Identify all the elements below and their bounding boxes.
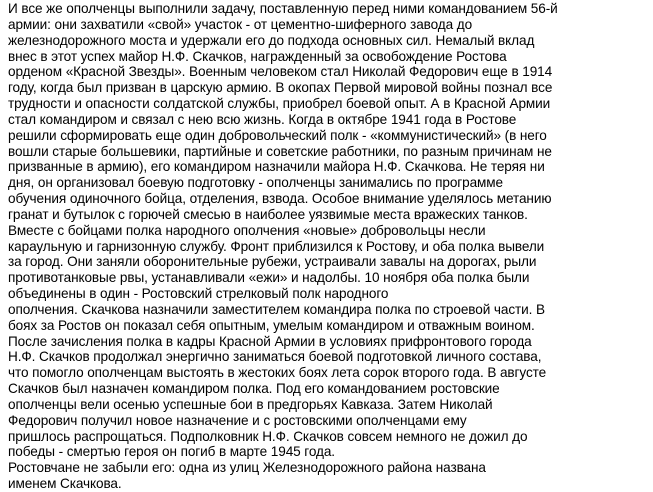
text-line: стал командиром и связал с нею всю жизнь. Когда в октябре 1941 года в Ростове — [8, 111, 517, 127]
text-line: железнодорожного моста и удержали его до подхода основных сил. Немалый вклад — [8, 32, 535, 48]
text-line: Н.Ф. Скачков продолжал энергично заниматься боевой подготовкой личного состава, — [8, 349, 542, 365]
text-line: Вместе с бойцами полка народного ополчения «новые» добровольцы несли — [8, 222, 486, 238]
text-line: Федорович получил новое назначение и с ростовскими ополченцами ему — [8, 412, 467, 428]
text-line: орденом «Красной Звезды». Военным человеком стал Николай Федорович еще в 1914 — [8, 64, 553, 80]
text-line: году, когда был призван в царскую армию. В окопах Первой мировой войны познал все — [8, 80, 553, 96]
text-line: гранат и бутылок с горючей смесью в наиболее уязвимые места вражеских танков. — [8, 206, 528, 222]
text-line: призванные в армию), его командиром назначили майора Н.Ф. Скачкова. Не теряя ни — [8, 159, 545, 175]
text-line: трудности и опасности солдатской службы, приобрел боевой опыт. А в Красной Армии — [8, 96, 551, 111]
text-line: за город. Они заняли оборонительные рубежи, устраивали завалы на дорогах, рыли — [8, 254, 537, 270]
text-line: противотанковые рвы, устанавливали «ежи» и надолбы. 10 ноября оба полка были — [8, 270, 530, 286]
text-line: победы - смертью героя он погиб в марте 1945 года. — [8, 444, 335, 460]
text-line: Скачков был назначен командиром полка. Под его командованием ростовские — [8, 381, 500, 396]
text-line: армии: они захватили «свой» участок - от цементно-шиферного завода до — [8, 16, 473, 32]
text-line: решили сформировать еще один добровольческий полк - «коммунистический» (в него — [8, 127, 547, 143]
text-line: именем Скачкова. — [8, 476, 122, 491]
text-line: вошли старые большевики, партийные и советские работники, по разным причинам не — [8, 143, 552, 159]
text-line: Ростовчане не забыли его: одна из улиц Железнодорожного района названа — [8, 460, 486, 476]
text-line: караульную и гарнизонную службу. Фронт приблизился к Ростову, и оба полка вывели — [8, 238, 545, 254]
text-line: боях за Ростов он показал себя опытным, умелым командиром и отважным воином. — [8, 317, 535, 333]
text-line: После зачисления полка в кадры Красной Армии в условиях прифронтового города — [8, 333, 532, 349]
text-line: внес в этот успех майор Н.Ф. Скачков, награжденный за освобождение Ростова — [8, 48, 507, 64]
text-line: обучения одиночного бойца, отделения, взвода. Особое внимание уделялось метанию — [8, 191, 552, 206]
text-line: пришлось распрощаться. Подполковник Н.Ф. Скачков совсем немного не дожил до — [8, 428, 528, 444]
text-line: дня, он организовал боевую подготовку - ополченцы занимались по программе — [8, 175, 504, 191]
text-line: ополчения. Скачкова назначили заместителем командира полка по строевой части. В — [8, 301, 545, 317]
text-line: ополченцы вели осенью успешные бои в предгорьях Кавказа. Затем Николай — [8, 396, 493, 412]
text-line: объединены в один - Ростовский стрелковый полк народного — [8, 286, 389, 301]
text-line: что помогло ополченцам выстоять в жестоких боях лета сорок второго года. В августе — [8, 365, 547, 381]
text-line: И все же ополченцы выполнили задачу, поставленную перед ними командованием 56-й — [8, 1, 558, 16]
